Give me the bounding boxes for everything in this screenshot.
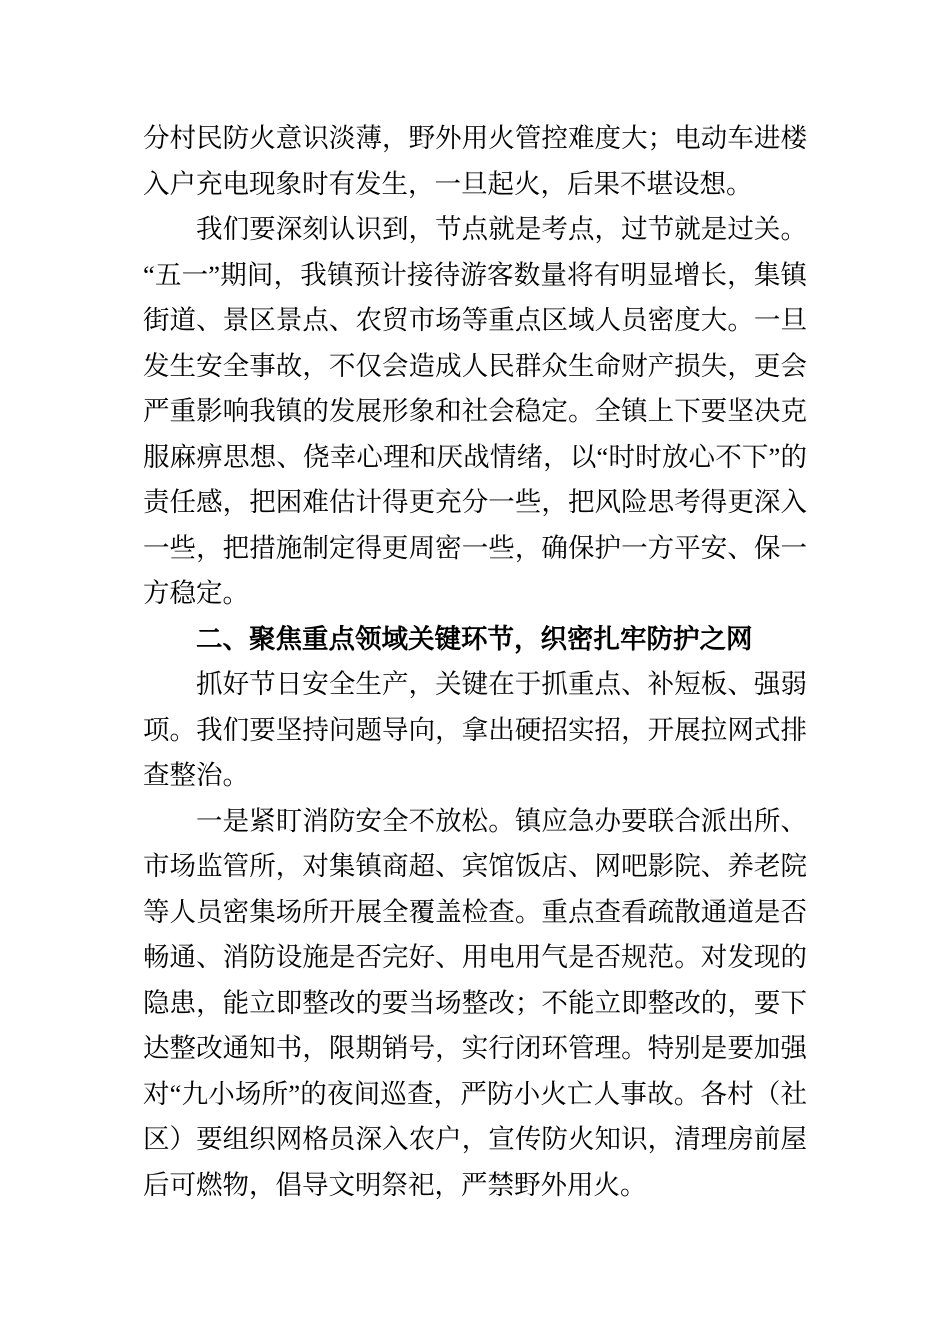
paragraph-continuation: 分村民防火意识淡薄，野外用火管控难度大；电动车进楼入户充电现象时有发生，一旦起火，后果不堪设想。	[143, 123, 807, 199]
section-heading-2: 二、聚焦重点领域关键环节，织密扎牢防护之网	[196, 623, 753, 654]
paragraph-holiday-risk: 我们要深刻认识到，节点就是考点，过节就是过关。“五一”期间，我镇预计接待游客数量将有明显增长，集镇街道、景区景点、农贸市场等重点区域人员密度大。一旦发生安全事故，不仅会造成人民群众生命财产损失，更会严重影响我镇的发展形象和社会稳定。全镇上下要坚决克服麻痹思想、侥幸心理和厌战情绪，以“时时放心不下”的责任感，把困难估计得更充分一些，把风险思考得更深入一些，把措施制定得更周密一些，确保护一方平安、保一方稳定。	[143, 214, 807, 608]
paragraph-inspection-intro: 抓好节日安全生产，关键在于抓重点、补短板、强弱项。我们要坚持问题导向，拿出硬招实招，开展拉网式排查整治。	[143, 669, 807, 790]
document-body	[143, 116, 807, 1208]
paragraph-fire-safety: 一是紧盯消防安全不放松。镇应急办要联合派出所、市场监管所，对集镇商超、宾馆饭店、网吧影院、养老院等人员密集场所开展全覆盖检查。重点查看疏散通道是否畅通、消防设施是否完好、用电用气是否规范。对发现的隐患，能立即整改的要当场整改；不能立即整改的，要下达整改通知书，限期销号，实行闭环管理。特别是要加强对“九小场所”的夜间巡查，严防小火亡人事故。各村（社区）要组织网格员深入农户，宣传防火知识，清理房前屋后可燃物，倡导文明祭祀，严禁野外用火。	[143, 805, 807, 1200]
